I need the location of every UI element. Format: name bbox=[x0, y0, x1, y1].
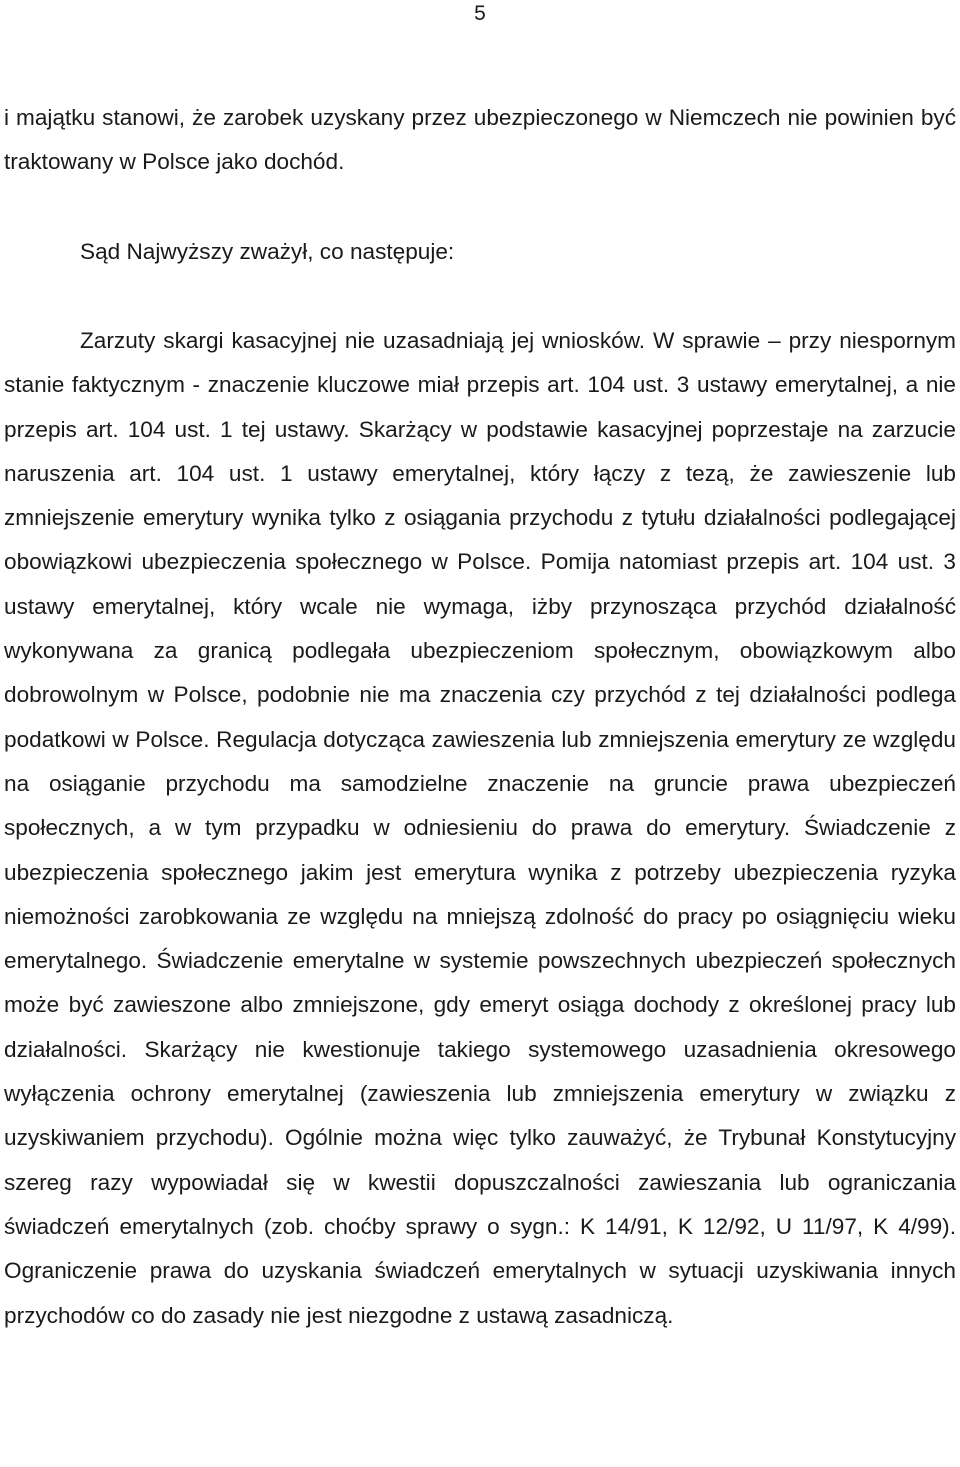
paragraph-intro: i majątku stanowi, że zarobek uzyskany przez ubezpieczonego w Niemczech nie powinien być traktowany w Polsce jako dochód. bbox=[4, 105, 956, 175]
paragraph-main-reasoning: Zarzuty skargi kasacyjnej nie uzasadniają jej wniosków. W sprawie – przy niespornym stanie faktycznym - znaczenie kluczowe miał przepis art. 104 ust. 3 ustawy emerytalnej, a nie przepis art. 104 ust. 1 tej ustawy. Skarżący w podstawie kasacyjnej poprzestaje na zarzucie naruszenia art. 104 ust. 1 ustawy emerytalnej, który łączy z tezą, że zawieszenie lub zmniejszenie emerytury wynika tylko z osiągania przychodu z tytułu działalności podlegającej obowiązkowi ubezpieczenia społecznego w Polsce. Pomija natomiast przepis art. 104 ust. 3 ustawy emerytalnej, który wcale nie wymaga, iżby przynosząca przychód działalność wykonywana za granicą podlegała ubezpieczeniom społecznym, obowiązkowym albo dobrowolnym w Polsce, podobnie nie ma znaczenia czy przychód z tej działalności podlega podatkowi w Polsce. Regulacja dotycząca zawieszenia lub zmniejszenia emerytury ze względu na osiąganie przychodu ma samodzielne znaczenie na gruncie prawa ubezpieczeń społecznych, a w tym przypadku w odniesieniu do prawa do emerytury. Świadczenie z ubezpieczenia społecznego jakim jest emerytura wynika z potrzeby ubezpieczenia ryzyka niemożności zarobkowania ze względu na mniejszą zdolność do pracy po osiągnięciu wieku emerytalnego. Świadczenie emerytalne w systemie powszechnych ubezpieczeń społecznych może być zawieszone albo zmniejszone, gdy emeryt osiąga dochody z określonej pracy lub działalności. Skarżący nie kwestionuje takiego systemowego uzasadnienia okresowego wyłączenia ochrony emerytalnej (zawieszenia lub zmniejszenia emerytury w związku z uzyskiwaniem przychodu). Ogólnie można więc tylko zauważyć, że Trybunał Konstytucyjny szereg razy wypowiadał się w kwestii dopuszczalności zawieszania lub ograniczania świadczeń emerytalnych (zob. choćby sprawy o sygn.: K 14/91, K 12/92, U 11/97, K 4/99). Ograniczenie prawa do uzyskania świadczeń emerytalnych w sytuacji uzyskiwania innych przychodów co do zasady nie jest niezgodne z ustawą zasadniczą. bbox=[4, 328, 956, 1328]
paragraph-court-heading: Sąd Najwyższy zważył, co następuje: bbox=[80, 239, 455, 264]
page-number: 5 bbox=[474, 2, 486, 25]
